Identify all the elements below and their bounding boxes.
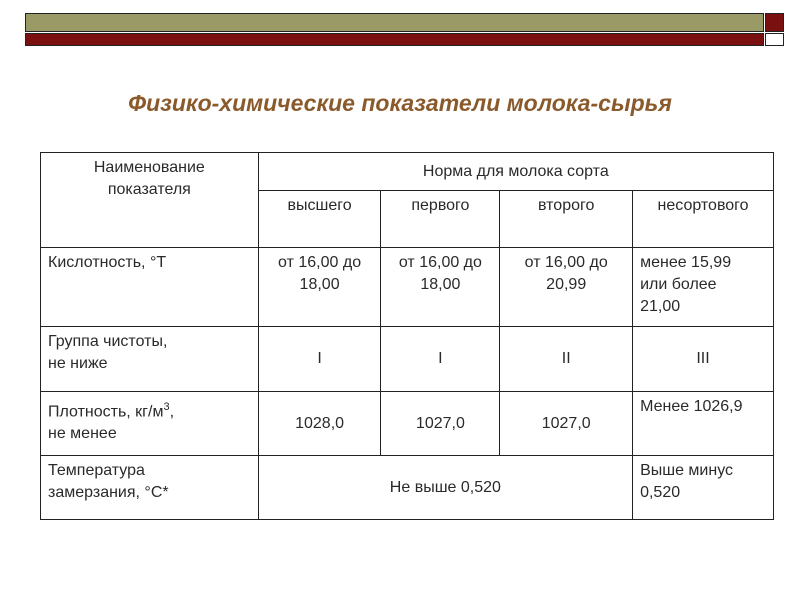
milk-indicators-table [40,152,774,520]
density-label-main: Плотность, кг/м [48,403,164,421]
cell-density-premium: 1028,0 [258,392,381,456]
table-header-row [41,153,774,191]
cell-freezing-merged: Не выше 0,520 [258,456,632,520]
cell-density-second: 1027,0 [500,392,633,456]
table-row [41,456,774,520]
cell-freezing-nongrade: Выше минус 0,520 [633,456,774,520]
cell-density-nongrade: Менее 1026,9 [633,392,774,456]
row-label-freezing: Температура замерзания, °С* [41,456,259,520]
cell-density-first: 1027,0 [381,392,500,456]
table-row [41,327,774,392]
cell-purity-first: I [381,327,500,392]
table-row [41,248,774,327]
row-label-purity: Группа чистоты, не ниже [41,327,259,392]
cell-purity-second: II [500,327,633,392]
header-grade-first: первого [381,191,500,248]
cell-acidity-first: от 16,00 до 18,00 [381,248,500,327]
row-label-density [41,392,259,456]
density-label-superscript: 3 [163,401,170,413]
header-grade-nongrade: несортового [633,191,774,248]
header-square-bottom [765,33,784,46]
header-grade-second: второго [500,191,633,248]
header-grade-premium: высшего [258,191,381,248]
row-label-acidity: Кислотность, °Т [41,248,259,327]
table-row [41,392,774,456]
header-square-top [765,13,784,32]
header-bar-olive [25,13,764,32]
cell-acidity-second: от 16,00 до 20,99 [500,248,633,327]
density-label-tail: , не менее [48,403,175,443]
header-bar-red [25,33,764,46]
cell-purity-nongrade: III [633,327,774,392]
header-norm-group: Норма для молока сорта [258,153,773,191]
slide-title: Физико-химические показатели молока-сырья [128,90,672,116]
header-indicator-name: Наименование показателя [41,153,259,248]
cell-acidity-nongrade: менее 15,99 или более 21,00 [633,248,774,327]
cell-acidity-premium: от 16,00 до 18,00 [258,248,381,327]
cell-purity-premium: I [258,327,381,392]
